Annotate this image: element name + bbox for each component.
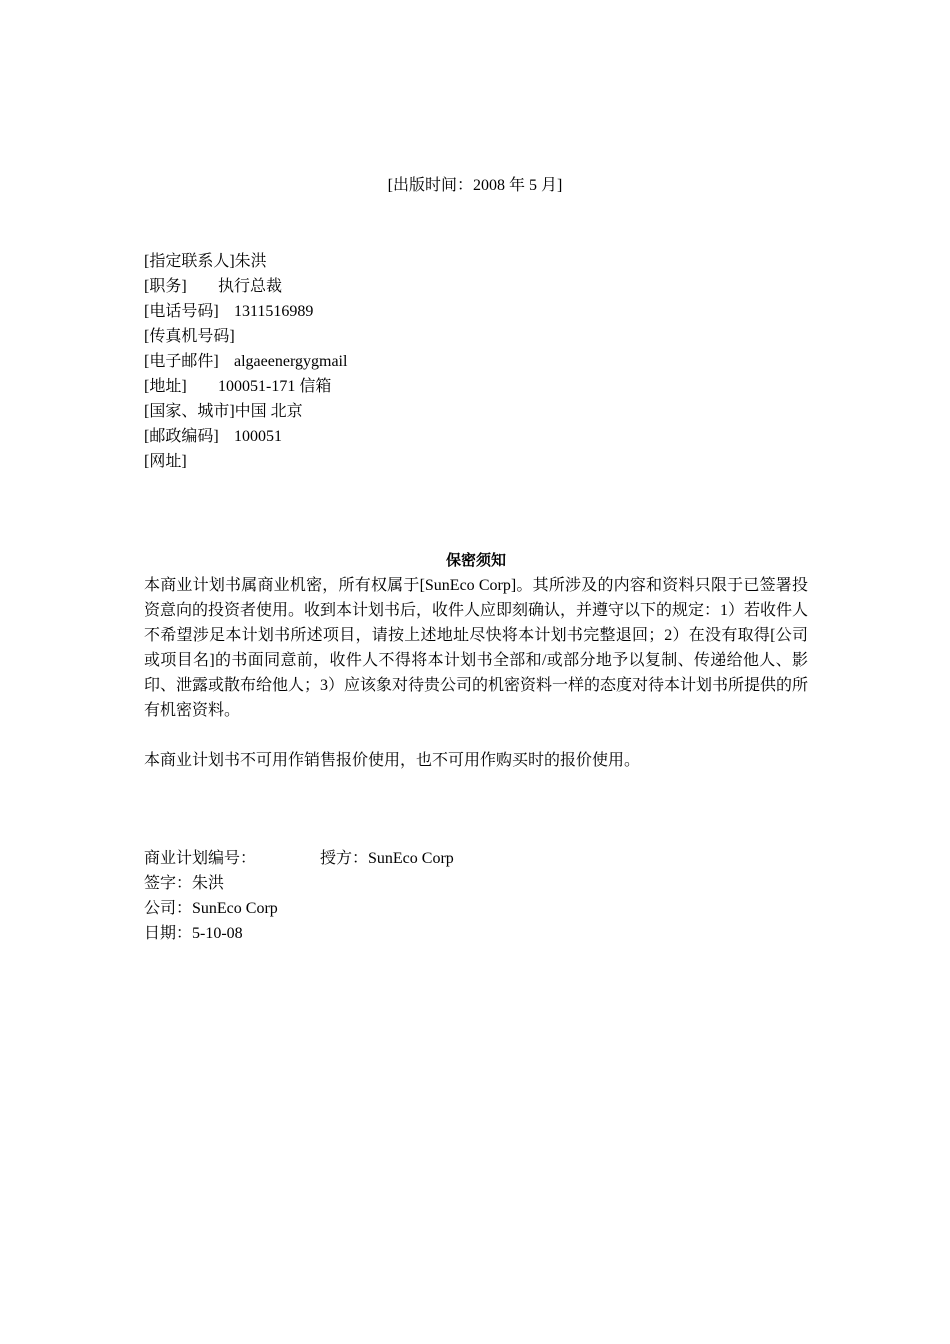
- signature-line: 签字：朱洪: [144, 875, 225, 892]
- contact-row-name: [144, 249, 644, 274]
- contact-row-fax: [144, 324, 644, 349]
- signoff-block: [144, 846, 744, 946]
- contact-value: 1311516989: [234, 303, 314, 320]
- notice-usage-note: 本商业计划书不可用作销售报价使用，也不可用作购买时的报价使用。: [144, 752, 641, 769]
- confidentiality-notice: [144, 548, 808, 773]
- contact-label: [电子邮件]: [144, 353, 219, 370]
- signoff-row-plan: [144, 846, 744, 871]
- date-line: 日期：5-10-08: [144, 925, 243, 942]
- company-line: 公司：SunEco Corp: [144, 900, 278, 917]
- contact-info: [144, 249, 644, 474]
- contact-value: 朱洪: [234, 253, 267, 270]
- grantee-label: 授方：SunEco Corp: [320, 850, 454, 867]
- notice-heading: 保密须知: [445, 551, 506, 569]
- contact-row-email: [144, 349, 644, 374]
- contact-label: [国家、城市]: [144, 403, 235, 420]
- contact-value: 100051: [234, 428, 282, 445]
- contact-value: 100051-171 信箱: [218, 378, 332, 395]
- contact-row-city: [144, 399, 644, 424]
- contact-row-title: [144, 274, 644, 299]
- contact-row-postcode: [144, 424, 644, 449]
- contact-row-website: [144, 449, 644, 474]
- contact-label: [指定联系人]: [144, 253, 235, 270]
- contact-label: [传真机号码]: [144, 328, 235, 345]
- contact-row-address: [144, 374, 644, 399]
- plan-number-label: 商业计划编号：: [144, 850, 257, 867]
- contact-label: [邮政编码]: [144, 428, 219, 445]
- contact-label: [地址]: [144, 378, 187, 395]
- contact-label: [电话号码]: [144, 303, 219, 320]
- contact-value: 执行总裁: [218, 278, 283, 295]
- contact-label: [网址]: [144, 453, 187, 470]
- publication-date: [出版时间：2008 年 5 月]: [387, 177, 563, 194]
- notice-body: 本商业计划书属商业机密，所有权属于[SunEco Corp]。其所涉及的内容和资料只限于已签署投资意向的投资者使用。收到本计划书后，收件人应即刻确认，并遵守以下的规定：1）若收件人不希望涉足本计划书所述项目，请按上述地址尽快将本计划书完整退回；2）在没有取得[公司或项目名]的书面同意前，收件人不得将本计划书全部和/或部分地予以复制、传递给他人、影印、泄露或散布给他人；3）应该象对待贵公司的机密资料一样的态度对待本计划书所提供的所有机密资料。: [144, 577, 809, 719]
- contact-value: 中国 北京: [234, 403, 303, 420]
- contact-label: [职务]: [144, 278, 187, 295]
- contact-value: algaeenergygmail: [234, 353, 348, 370]
- contact-row-phone: [144, 299, 644, 324]
